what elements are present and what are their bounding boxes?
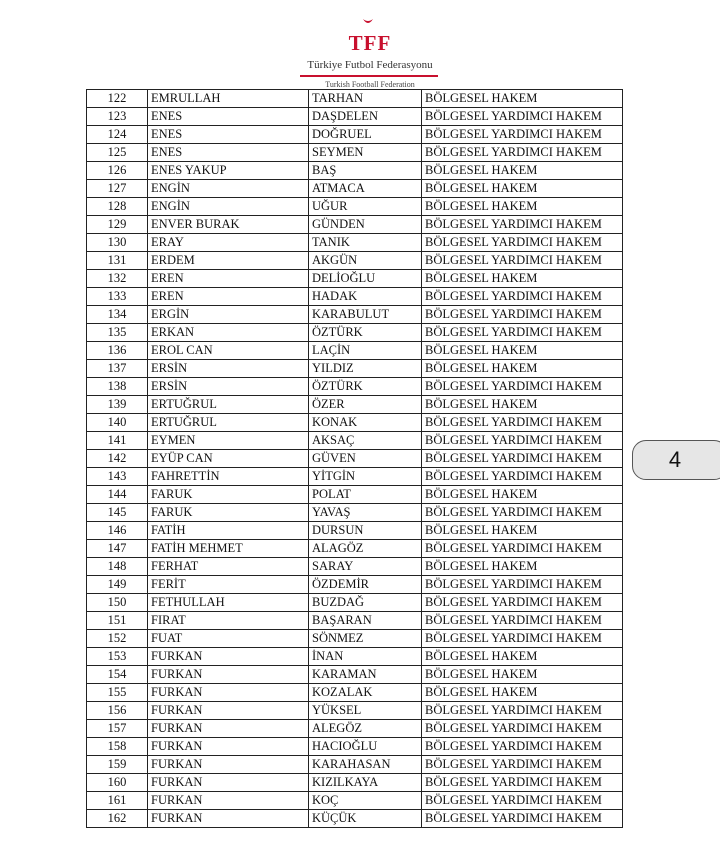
role-cell: BÖLGESEL HAKEM: [422, 396, 623, 414]
first-name-cell: FUAT: [148, 630, 309, 648]
table-row: [87, 450, 623, 468]
last-name-cell: YAVAŞ: [309, 504, 422, 522]
row-number: 137: [87, 360, 148, 378]
first-name-cell: FARUK: [148, 486, 309, 504]
row-number: 144: [87, 486, 148, 504]
table-row: [87, 396, 623, 414]
table-row: [87, 144, 623, 162]
role-cell: BÖLGESEL YARDIMCI HAKEM: [422, 630, 623, 648]
table-row: [87, 108, 623, 126]
first-name-cell: EROL CAN: [148, 342, 309, 360]
first-name-cell: FURKAN: [148, 648, 309, 666]
first-name-cell: ERKAN: [148, 324, 309, 342]
row-number: 140: [87, 414, 148, 432]
role-cell: BÖLGESEL YARDIMCI HAKEM: [422, 324, 623, 342]
table-row: [87, 162, 623, 180]
role-cell: BÖLGESEL YARDIMCI HAKEM: [422, 252, 623, 270]
role-cell: BÖLGESEL YARDIMCI HAKEM: [422, 414, 623, 432]
last-name-cell: TANIK: [309, 234, 422, 252]
row-number: 136: [87, 342, 148, 360]
row-number: 127: [87, 180, 148, 198]
role-cell: BÖLGESEL YARDIMCI HAKEM: [422, 108, 623, 126]
row-number: 142: [87, 450, 148, 468]
table-row: [87, 756, 623, 774]
table-row: [87, 342, 623, 360]
role-cell: BÖLGESEL HAKEM: [422, 180, 623, 198]
table-row: [87, 198, 623, 216]
row-number: 162: [87, 810, 148, 828]
role-cell: BÖLGESEL HAKEM: [422, 198, 623, 216]
first-name-cell: EYÜP CAN: [148, 450, 309, 468]
role-cell: BÖLGESEL YARDIMCI HAKEM: [422, 234, 623, 252]
first-name-cell: FURKAN: [148, 810, 309, 828]
last-name-cell: ÖZTÜRK: [309, 378, 422, 396]
table-row: [87, 90, 623, 108]
role-cell: BÖLGESEL YARDIMCI HAKEM: [422, 450, 623, 468]
last-name-cell: AKGÜN: [309, 252, 422, 270]
row-number: 147: [87, 540, 148, 558]
first-name-cell: FATİH MEHMET: [148, 540, 309, 558]
role-cell: BÖLGESEL HAKEM: [422, 90, 623, 108]
last-name-cell: KOÇ: [309, 792, 422, 810]
last-name-cell: SÖNMEZ: [309, 630, 422, 648]
role-cell: BÖLGESEL YARDIMCI HAKEM: [422, 720, 623, 738]
last-name-cell: BUZDAĞ: [309, 594, 422, 612]
role-cell: BÖLGESEL YARDIMCI HAKEM: [422, 144, 623, 162]
last-name-cell: ÖZDEMİR: [309, 576, 422, 594]
table-row: [87, 558, 623, 576]
first-name-cell: ENGİN: [148, 180, 309, 198]
row-number: 161: [87, 792, 148, 810]
table-row: [87, 666, 623, 684]
row-number: 152: [87, 630, 148, 648]
role-cell: BÖLGESEL YARDIMCI HAKEM: [422, 702, 623, 720]
role-cell: BÖLGESEL YARDIMCI HAKEM: [422, 288, 623, 306]
row-number: 150: [87, 594, 148, 612]
table-row: [87, 252, 623, 270]
table-row: [87, 468, 623, 486]
first-name-cell: ERSİN: [148, 360, 309, 378]
role-cell: BÖLGESEL YARDIMCI HAKEM: [422, 594, 623, 612]
last-name-cell: DOĞRUEL: [309, 126, 422, 144]
last-name-cell: DELİOĞLU: [309, 270, 422, 288]
role-cell: BÖLGESEL YARDIMCI HAKEM: [422, 738, 623, 756]
row-number: 149: [87, 576, 148, 594]
table-row: [87, 234, 623, 252]
first-name-cell: FURKAN: [148, 774, 309, 792]
first-name-cell: ERGİN: [148, 306, 309, 324]
role-cell: BÖLGESEL HAKEM: [422, 684, 623, 702]
first-name-cell: ENVER BURAK: [148, 216, 309, 234]
role-cell: BÖLGESEL YARDIMCI HAKEM: [422, 576, 623, 594]
row-number: 138: [87, 378, 148, 396]
row-number: 155: [87, 684, 148, 702]
role-cell: BÖLGESEL YARDIMCI HAKEM: [422, 378, 623, 396]
last-name-cell: BAŞ: [309, 162, 422, 180]
row-number: 130: [87, 234, 148, 252]
table-row: [87, 504, 623, 522]
row-number: 154: [87, 666, 148, 684]
table-row: [87, 810, 623, 828]
row-number: 141: [87, 432, 148, 450]
row-number: 156: [87, 702, 148, 720]
role-cell: BÖLGESEL YARDIMCI HAKEM: [422, 126, 623, 144]
row-number: 129: [87, 216, 148, 234]
row-number: 124: [87, 126, 148, 144]
last-name-cell: DURSUN: [309, 522, 422, 540]
row-number: 151: [87, 612, 148, 630]
first-name-cell: EYMEN: [148, 432, 309, 450]
referee-table: [86, 89, 623, 828]
last-name-cell: HACIOĞLU: [309, 738, 422, 756]
first-name-cell: ENES YAKUP: [148, 162, 309, 180]
first-name-cell: FAHRETTİN: [148, 468, 309, 486]
logo-divider: [300, 75, 438, 77]
table-row: [87, 774, 623, 792]
role-cell: BÖLGESEL YARDIMCI HAKEM: [422, 612, 623, 630]
last-name-cell: SARAY: [309, 558, 422, 576]
crescent-logo-icon: [362, 18, 374, 26]
table-row: [87, 378, 623, 396]
table-row: [87, 180, 623, 198]
last-name-cell: DAŞDELEN: [309, 108, 422, 126]
last-name-cell: ÖZER: [309, 396, 422, 414]
first-name-cell: FURKAN: [148, 792, 309, 810]
table-row: [87, 792, 623, 810]
row-number: 126: [87, 162, 148, 180]
last-name-cell: BAŞARAN: [309, 612, 422, 630]
table-row: [87, 702, 623, 720]
last-name-cell: HADAK: [309, 288, 422, 306]
row-number: 123: [87, 108, 148, 126]
last-name-cell: YÜKSEL: [309, 702, 422, 720]
last-name-cell: KONAK: [309, 414, 422, 432]
first-name-cell: FURKAN: [148, 702, 309, 720]
table-row: [87, 684, 623, 702]
table-row: [87, 126, 623, 144]
first-name-cell: FURKAN: [148, 756, 309, 774]
role-cell: BÖLGESEL HAKEM: [422, 162, 623, 180]
row-number: 148: [87, 558, 148, 576]
first-name-cell: ERTUĞRUL: [148, 396, 309, 414]
row-number: 131: [87, 252, 148, 270]
row-number: 128: [87, 198, 148, 216]
last-name-cell: ATMACA: [309, 180, 422, 198]
role-cell: BÖLGESEL HAKEM: [422, 486, 623, 504]
first-name-cell: ENGİN: [148, 198, 309, 216]
row-number: 134: [87, 306, 148, 324]
row-number: 125: [87, 144, 148, 162]
first-name-cell: ERAY: [148, 234, 309, 252]
first-name-cell: FERİT: [148, 576, 309, 594]
last-name-cell: KARAMAN: [309, 666, 422, 684]
first-name-cell: ENES: [148, 144, 309, 162]
referee-table-body: [87, 90, 623, 828]
table-row: [87, 522, 623, 540]
row-number: 139: [87, 396, 148, 414]
table-row: [87, 738, 623, 756]
role-cell: BÖLGESEL HAKEM: [422, 666, 623, 684]
row-number: 122: [87, 90, 148, 108]
table-row: [87, 486, 623, 504]
first-name-cell: EREN: [148, 288, 309, 306]
last-name-cell: YİTGİN: [309, 468, 422, 486]
table-row: [87, 360, 623, 378]
first-name-cell: ENES: [148, 108, 309, 126]
row-number: 132: [87, 270, 148, 288]
role-cell: BÖLGESEL YARDIMCI HAKEM: [422, 306, 623, 324]
last-name-cell: UĞUR: [309, 198, 422, 216]
table-row: [87, 648, 623, 666]
table-row: [87, 324, 623, 342]
row-number: 146: [87, 522, 148, 540]
first-name-cell: ERDEM: [148, 252, 309, 270]
role-cell: BÖLGESEL YARDIMCI HAKEM: [422, 540, 623, 558]
last-name-cell: KIZILKAYA: [309, 774, 422, 792]
first-name-cell: FETHULLAH: [148, 594, 309, 612]
table-row: [87, 720, 623, 738]
last-name-cell: GÜVEN: [309, 450, 422, 468]
last-name-cell: GÜNDEN: [309, 216, 422, 234]
first-name-cell: ENES: [148, 126, 309, 144]
first-name-cell: ERTUĞRUL: [148, 414, 309, 432]
tff-header: [0, 0, 720, 90]
last-name-cell: KARABULUT: [309, 306, 422, 324]
first-name-cell: EMRULLAH: [148, 90, 309, 108]
last-name-cell: ÖZTÜRK: [309, 324, 422, 342]
row-number: 159: [87, 756, 148, 774]
role-cell: BÖLGESEL HAKEM: [422, 270, 623, 288]
table-row: [87, 576, 623, 594]
table-row: [87, 270, 623, 288]
first-name-cell: FIRAT: [148, 612, 309, 630]
first-name-cell: FARUK: [148, 504, 309, 522]
table-row: [87, 288, 623, 306]
role-cell: BÖLGESEL YARDIMCI HAKEM: [422, 810, 623, 828]
first-name-cell: FURKAN: [148, 720, 309, 738]
logo-name: Türkiye Futbol Federasyonu: [307, 59, 433, 71]
row-number: 153: [87, 648, 148, 666]
first-name-cell: ERSİN: [148, 378, 309, 396]
role-cell: BÖLGESEL YARDIMCI HAKEM: [422, 216, 623, 234]
last-name-cell: YILDIZ: [309, 360, 422, 378]
table-row: [87, 540, 623, 558]
last-name-cell: TARHAN: [309, 90, 422, 108]
page-number-tab[interactable]: 4: [632, 440, 720, 480]
row-number: 143: [87, 468, 148, 486]
last-name-cell: KOZALAK: [309, 684, 422, 702]
role-cell: BÖLGESEL HAKEM: [422, 648, 623, 666]
table-row: [87, 594, 623, 612]
last-name-cell: POLAT: [309, 486, 422, 504]
table-row: [87, 306, 623, 324]
row-number: 157: [87, 720, 148, 738]
last-name-cell: LAÇİN: [309, 342, 422, 360]
role-cell: BÖLGESEL HAKEM: [422, 558, 623, 576]
role-cell: BÖLGESEL HAKEM: [422, 342, 623, 360]
table-row: [87, 630, 623, 648]
last-name-cell: KARAHASAN: [309, 756, 422, 774]
role-cell: BÖLGESEL YARDIMCI HAKEM: [422, 504, 623, 522]
row-number: 135: [87, 324, 148, 342]
table-row: [87, 432, 623, 450]
first-name-cell: FATİH: [148, 522, 309, 540]
last-name-cell: ALEGÖZ: [309, 720, 422, 738]
first-name-cell: FURKAN: [148, 684, 309, 702]
last-name-cell: SEYMEN: [309, 144, 422, 162]
role-cell: BÖLGESEL YARDIMCI HAKEM: [422, 756, 623, 774]
first-name-cell: FURKAN: [148, 738, 309, 756]
row-number: 160: [87, 774, 148, 792]
table-row: [87, 216, 623, 234]
role-cell: BÖLGESEL HAKEM: [422, 522, 623, 540]
role-cell: BÖLGESEL YARDIMCI HAKEM: [422, 432, 623, 450]
role-cell: BÖLGESEL YARDIMCI HAKEM: [422, 792, 623, 810]
last-name-cell: ALAGÖZ: [309, 540, 422, 558]
first-name-cell: FURKAN: [148, 666, 309, 684]
role-cell: BÖLGESEL YARDIMCI HAKEM: [422, 468, 623, 486]
row-number: 158: [87, 738, 148, 756]
table-row: [87, 414, 623, 432]
row-number: 145: [87, 504, 148, 522]
last-name-cell: KÜÇÜK: [309, 810, 422, 828]
table-row: [87, 612, 623, 630]
last-name-cell: İNAN: [309, 648, 422, 666]
logo-name-en: Turkish Football Federation: [325, 80, 415, 89]
first-name-cell: FERHAT: [148, 558, 309, 576]
first-name-cell: EREN: [148, 270, 309, 288]
logo-abbr: TFF: [348, 31, 392, 55]
role-cell: BÖLGESEL HAKEM: [422, 360, 623, 378]
role-cell: BÖLGESEL YARDIMCI HAKEM: [422, 774, 623, 792]
last-name-cell: AKSAÇ: [309, 432, 422, 450]
row-number: 133: [87, 288, 148, 306]
